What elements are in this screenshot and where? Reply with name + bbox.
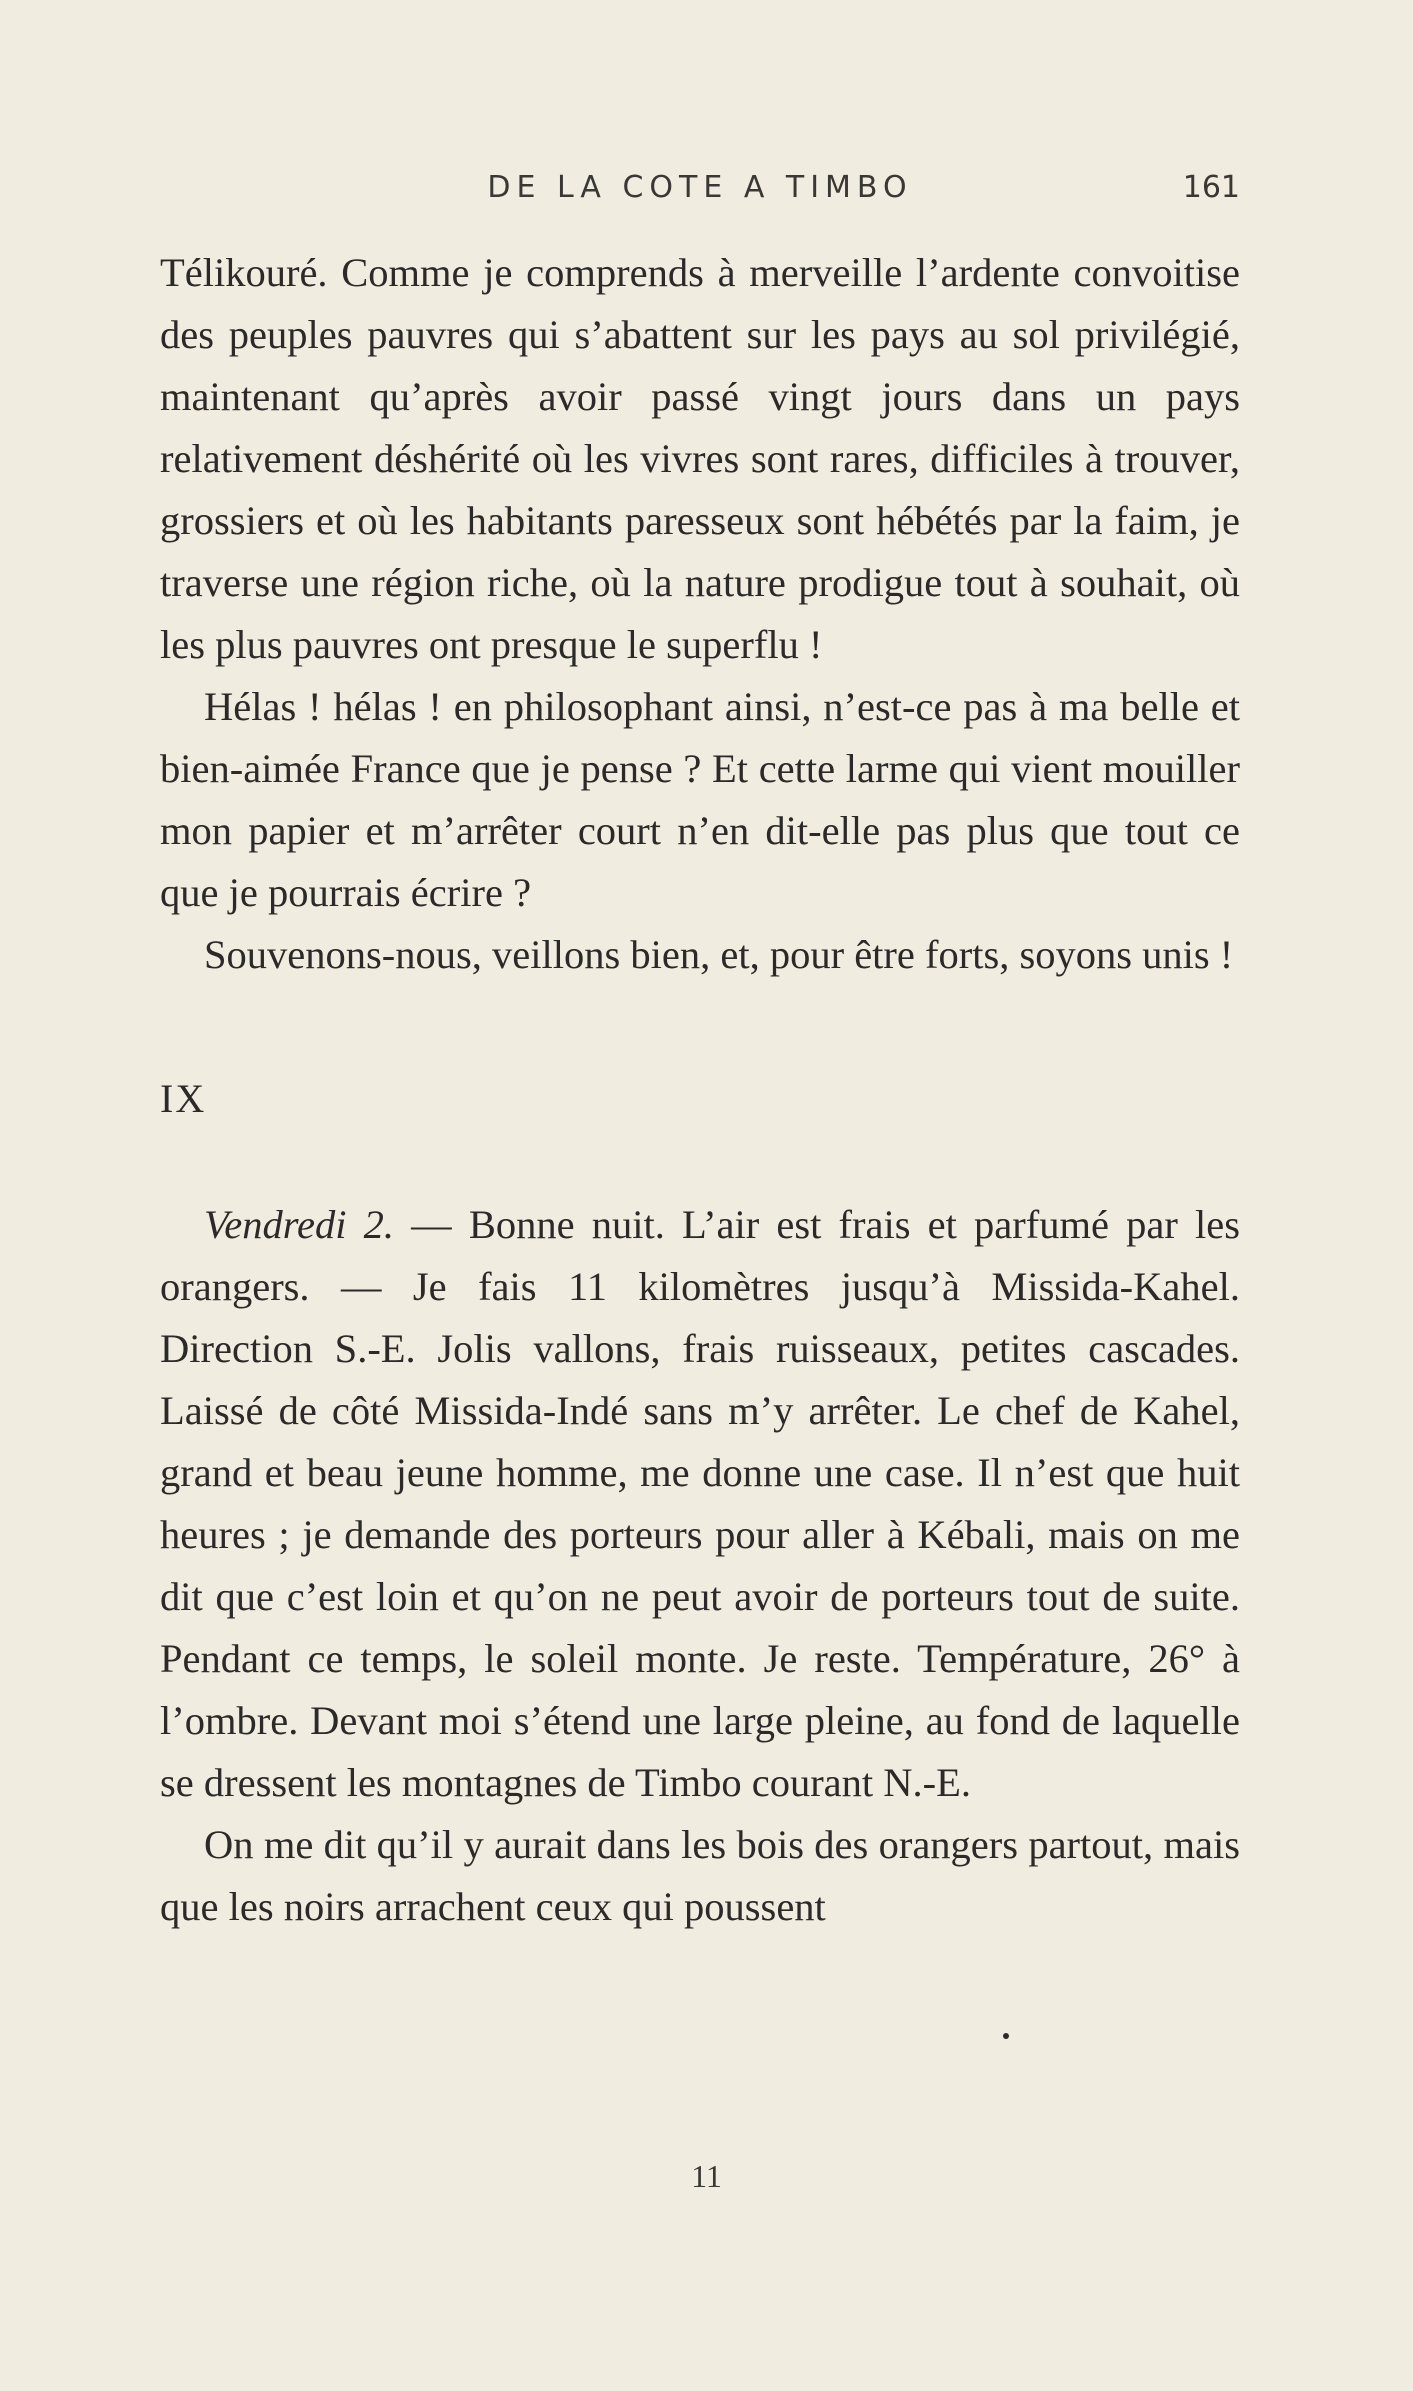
paragraph-1: Télikouré. Comme je comprends à merveille l’ardente convoitise des peuples pauvres qui s’abattent sur les pays au sol privilégié, maintenant qu’après avoir passé vingt jours dans un pays relativement déshérité où les vivres sont rares, difficiles à trouver, grossiers et où les habitants paresseux sont hébétés par la faim, je traverse une région riche, où la nature prodigue tout à souhait, où les plus pauvres ont presque le superflu ! xyxy=(160,250,1240,667)
chapter-heading: IX xyxy=(160,1076,207,1121)
page-number: 161 xyxy=(1182,170,1240,205)
paragraph-5: On me dit qu’il y aurait dans les bois des orangers partout, mais que les noirs arrachent ceux qui poussent xyxy=(160,1822,1240,1929)
page-header xyxy=(160,170,1240,220)
running-head: DE LA COTE A TIMBO xyxy=(487,170,913,205)
paragraph-4-text: — Bonne nuit. L’air est frais et parfumé par les orangers. — Je fais 11 kilomètres jusqu’à Missida-Kahel. Direction S.-E. Jolis vallons, frais ruisseaux, petites cascades. Laissé de côté Missida-Indé sans m’y arrêter. Le chef de Kahel, grand et beau jeune homme, me donne une case. Il n’est que huit heures ; je demande des porteurs pour aller à Kébali, mais on me dit que c’est loin et qu’on ne peut avoir de porteurs tout de suite. Pendant ce temps, le soleil monte. Je reste. Température, 26° à l’ombre. Devant moi s’étend une large pleine, au fond de laquelle se dressent les montagnes de Timbo courant N.-E. xyxy=(160,1202,1240,1805)
ink-speck xyxy=(1003,2033,1009,2039)
signature-mark: 11 xyxy=(691,2158,722,2194)
day-label: Vendredi 2. xyxy=(204,1202,394,1247)
paragraph-3: Souvenons-nous, veillons bien, et, pour être forts, soyons unis ! xyxy=(204,932,1234,977)
paragraph-2: Hélas ! hélas ! en philosophant ainsi, n’est-ce pas à ma belle et bien-aimée France que je pense ? Et cette larme qui vient mouiller mon papier et m’arrêter court n’en dit-elle pas plus que tout ce que je pourrais écrire ? xyxy=(160,684,1240,915)
paragraph-4 xyxy=(160,1194,1240,1814)
body-text xyxy=(160,242,1240,1938)
